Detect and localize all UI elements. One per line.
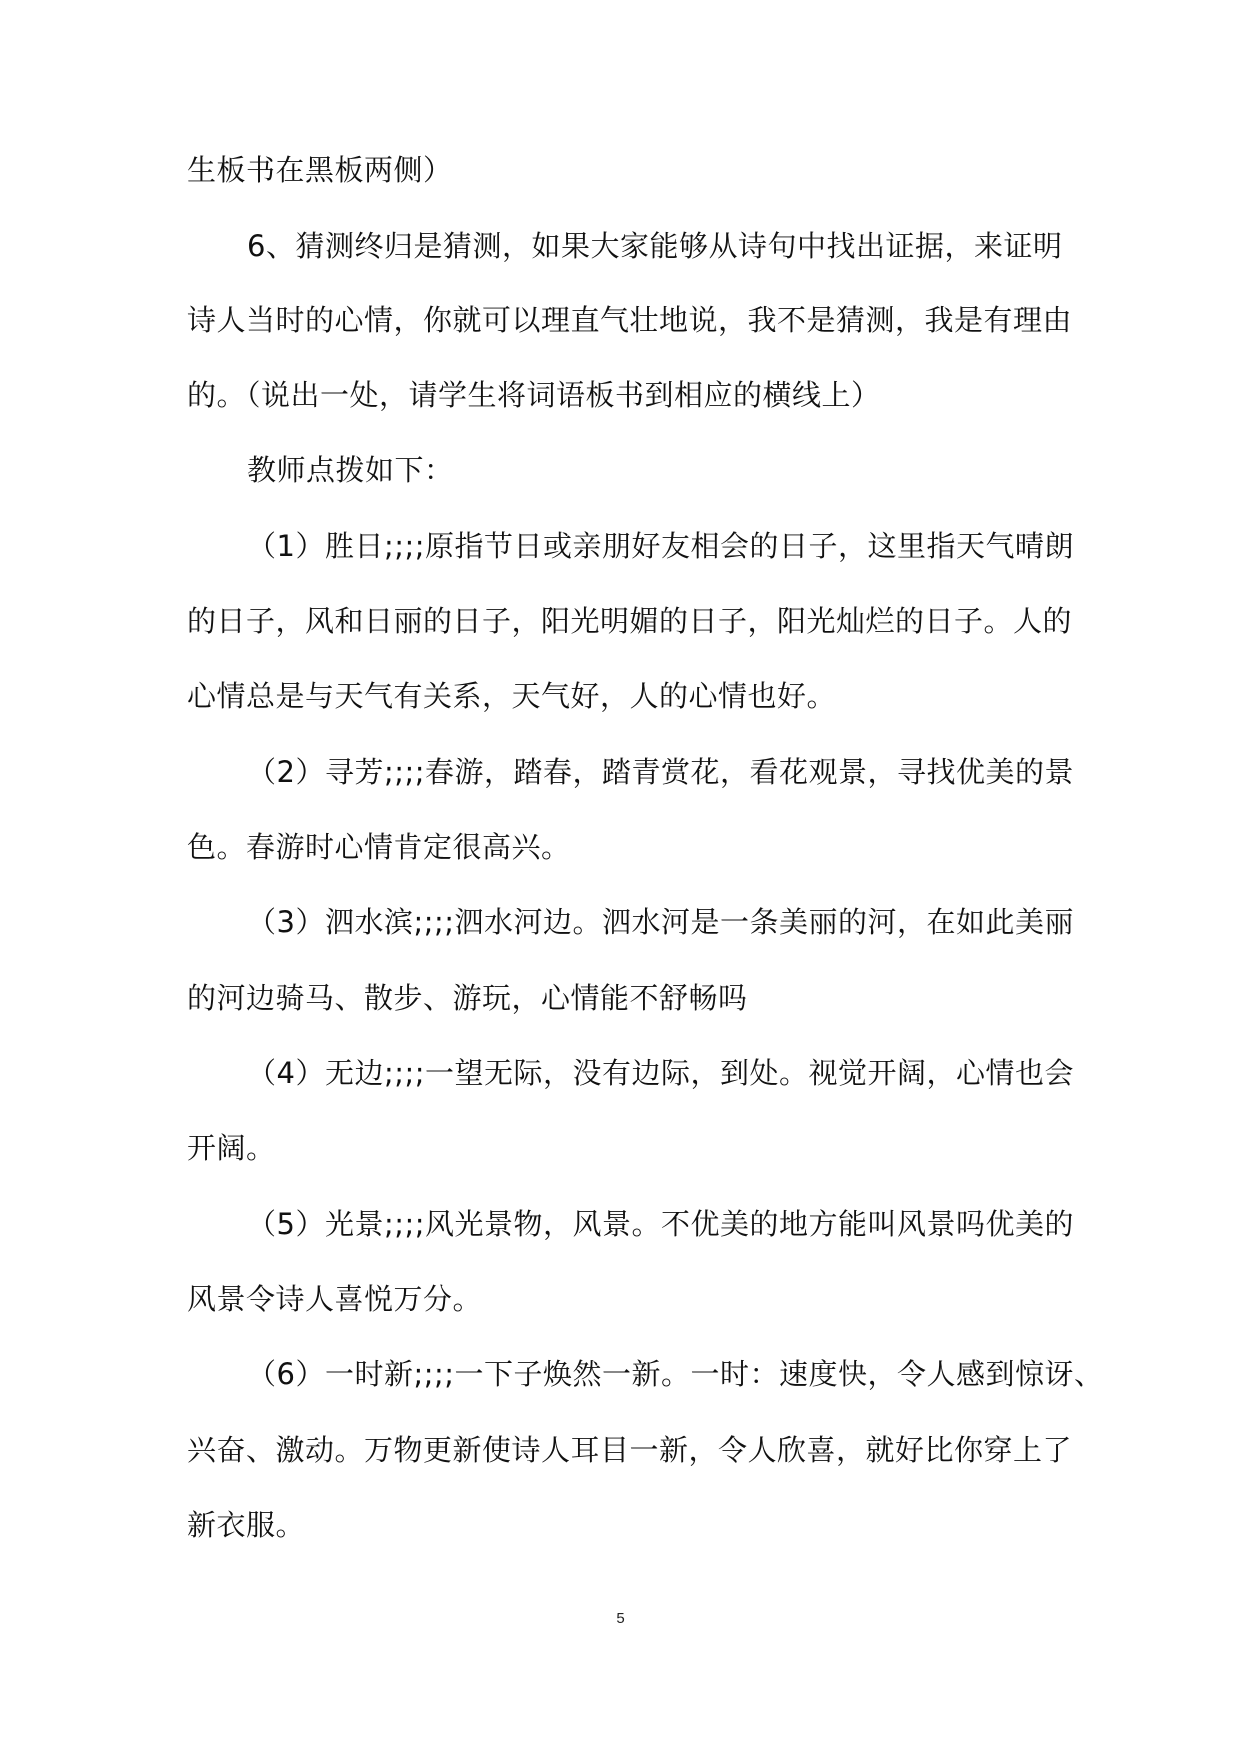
- text-line: 色。春游时心情肯定很高兴。: [187, 830, 571, 864]
- text-line: 心情总是与天气有关系，天气好，人的心情也好。: [187, 679, 837, 713]
- text-line: 的。（说出一处，请学生将词语板书到相应的横线上）: [187, 378, 881, 412]
- text-line: 新衣服。: [187, 1508, 306, 1542]
- text-line: （6）一时新;;;;一下子焕然一新。一时：速度快，令人感到惊讶、: [247, 1357, 1104, 1391]
- text-line: 生板书在黑板两侧）: [187, 153, 453, 187]
- text-line: 兴奋、激动。万物更新使诗人耳目一新，令人欣喜，就好比你穿上了: [187, 1433, 1073, 1467]
- text-line: 6、猜测终归是猜测，如果大家能够从诗句中找出证据，来证明: [247, 229, 1063, 263]
- text-line: 教师点拨如下：: [247, 453, 454, 487]
- text-line: 的河边骑马、散步、游玩，心情能不舒畅吗: [187, 981, 748, 1015]
- text-line: 风景令诗人喜悦万分。: [187, 1282, 483, 1316]
- text-line: （4）无边;;;;一望无际，没有边际，到处。视觉开阔，心情也会: [247, 1056, 1075, 1090]
- page-number: 5: [616, 1610, 625, 1627]
- text-line: 的日子，风和日丽的日子，阳光明媚的日子，阳光灿烂的日子。人的: [187, 604, 1073, 638]
- text-line: （3）泗水滨;;;;泗水河边。泗水河是一条美丽的河，在如此美丽: [247, 905, 1075, 939]
- text-line: （2）寻芳;;;;春游，踏春，踏青赏花，看花观景，寻找优美的景: [247, 755, 1075, 789]
- text-line: （1）胜日;;;;原指节日或亲朋好友相会的日子，这里指天气晴朗: [247, 529, 1075, 563]
- text-line: 开阔。: [187, 1131, 276, 1165]
- text-line: （5）光景;;;;风光景物，风景。不优美的地方能叫风景吗优美的: [247, 1207, 1075, 1241]
- text-line: 诗人当时的心情，你就可以理直气壮地说，我不是猜测，我是有理由: [187, 303, 1073, 337]
